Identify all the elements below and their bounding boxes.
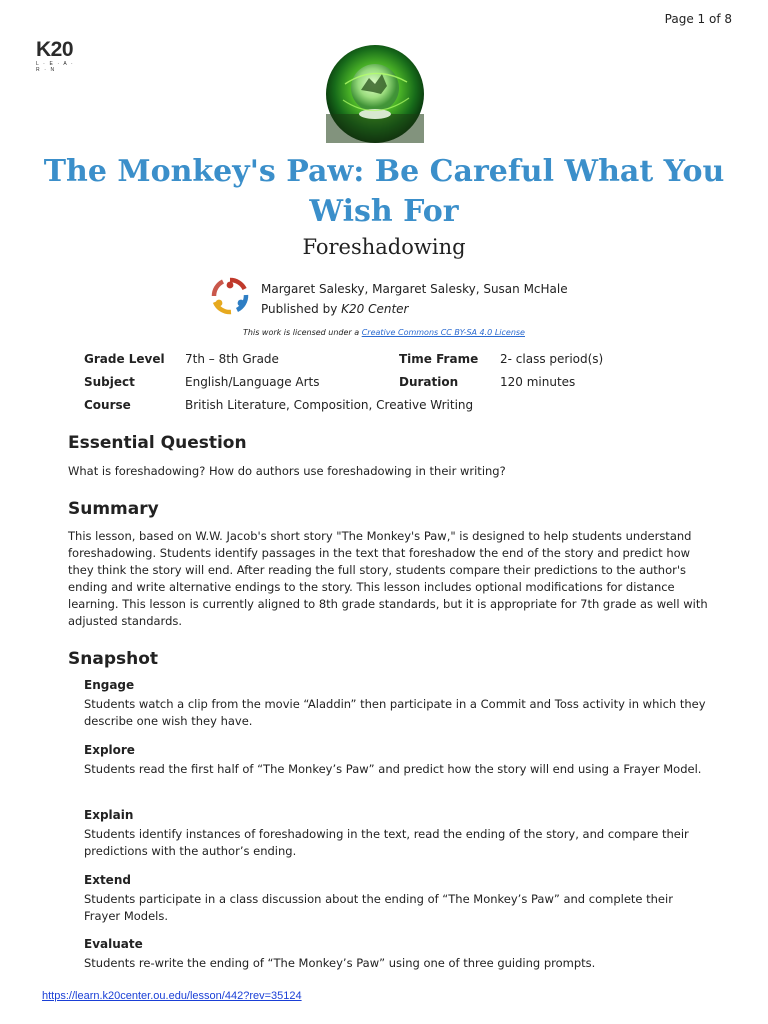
summary-heading: Summary <box>68 499 159 519</box>
crystal-ball-image <box>325 44 425 144</box>
lesson-meta-table <box>84 349 704 418</box>
license-link[interactable]: Creative Commons CC BY-SA 4.0 License <box>361 328 525 337</box>
snapshot-text: Students watch a clip from the movie “Aladdin” then participate in a Commit and Toss activity in which they describe one wish they have. <box>84 697 706 728</box>
essential-question-text: What is foreshadowing? How do authors use foreshadowing in their writing? <box>68 464 506 478</box>
duration-value: 120 minutes <box>500 375 576 389</box>
grade-level-label: Grade Level <box>84 352 165 366</box>
snapshot-label: Extend <box>84 873 131 887</box>
lesson-subtitle: Foreshadowing <box>302 235 466 259</box>
time-frame-value: 2- class period(s) <box>500 352 604 366</box>
snapshot-label: Explain <box>84 808 134 822</box>
people-circle-icon <box>210 276 250 316</box>
snapshot-item-engage <box>84 678 708 730</box>
snapshot-label: Engage <box>84 678 135 692</box>
author-names: Margaret Salesky, Margaret Salesky, Susan McHale <box>261 282 568 296</box>
essential-question-heading: Essential Question <box>68 433 247 453</box>
snapshot-label: Explore <box>84 743 135 757</box>
logo-main: K20 <box>36 38 74 61</box>
snapshot-item-evaluate <box>84 937 708 972</box>
subject-label: Subject <box>84 375 135 389</box>
snapshot-item-extend <box>84 873 708 925</box>
meta-row <box>84 395 704 418</box>
license-notice <box>40 328 728 337</box>
meta-row <box>84 372 704 395</box>
snapshot-text: Students re-write the ending of “The Monkey’s Paw” using one of three guiding prompts. <box>84 956 596 970</box>
lesson-title: The Monkey's Paw: Be Careful What You Wish For <box>43 154 725 229</box>
course-label: Course <box>84 398 131 412</box>
snapshot-item-explain <box>84 808 708 860</box>
authors-block <box>210 276 630 316</box>
summary-text: This lesson, based on W.W. Jacob's short story "The Monkey's Paw," is designed to help students understand foreshadowing. Students identify passages in the text that foreshadow the end of the story and predict how they think the story will end. After reading the full story, students compare their predictions to the author's ending and write alternative endings to the story. This lesson includes optional modifications for distance learning. This lesson is currently aligned to 8th grade standards, but it is appropriate for 7th grade as well with adjusted standards. <box>68 529 708 628</box>
duration-label: Duration <box>399 375 459 389</box>
publisher-name: K20 Center <box>341 302 409 316</box>
snapshot-heading: Snapshot <box>68 649 159 669</box>
grade-level-value: 7th – 8th Grade <box>185 352 279 366</box>
snapshot-text: Students read the first half of “The Monkey’s Paw” and predict how the story will end using a Frayer Model. <box>84 762 702 776</box>
snapshot-item-explore <box>84 743 708 778</box>
publisher-line <box>261 299 568 319</box>
authors-text <box>261 279 568 319</box>
time-frame-label: Time Frame <box>399 352 479 366</box>
page-number: Page 1 of 8 <box>664 12 732 26</box>
footer-url-link[interactable]: https://learn.k20center.ou.edu/lesson/442?rev=35124 <box>42 990 302 1002</box>
logo-sub: L · E · A · R · N <box>36 61 75 73</box>
meta-row <box>84 349 704 372</box>
course-value: British Literature, Composition, Creative Writing <box>185 398 474 412</box>
snapshot-text: Students participate in a class discussion about the ending of “The Monkey’s Paw” and complete their Frayer Models. <box>84 892 673 923</box>
published-prefix: Published by <box>261 302 342 316</box>
license-text: This work is licensed under a <box>243 328 362 337</box>
snapshot-text: Students identify instances of foreshadowing in the text, read the ending of the story, and compare their predictions with the author’s ending. <box>84 827 689 858</box>
snapshot-label: Evaluate <box>84 937 143 951</box>
subject-value: English/Language Arts <box>185 375 320 389</box>
k20-logo <box>36 40 80 73</box>
